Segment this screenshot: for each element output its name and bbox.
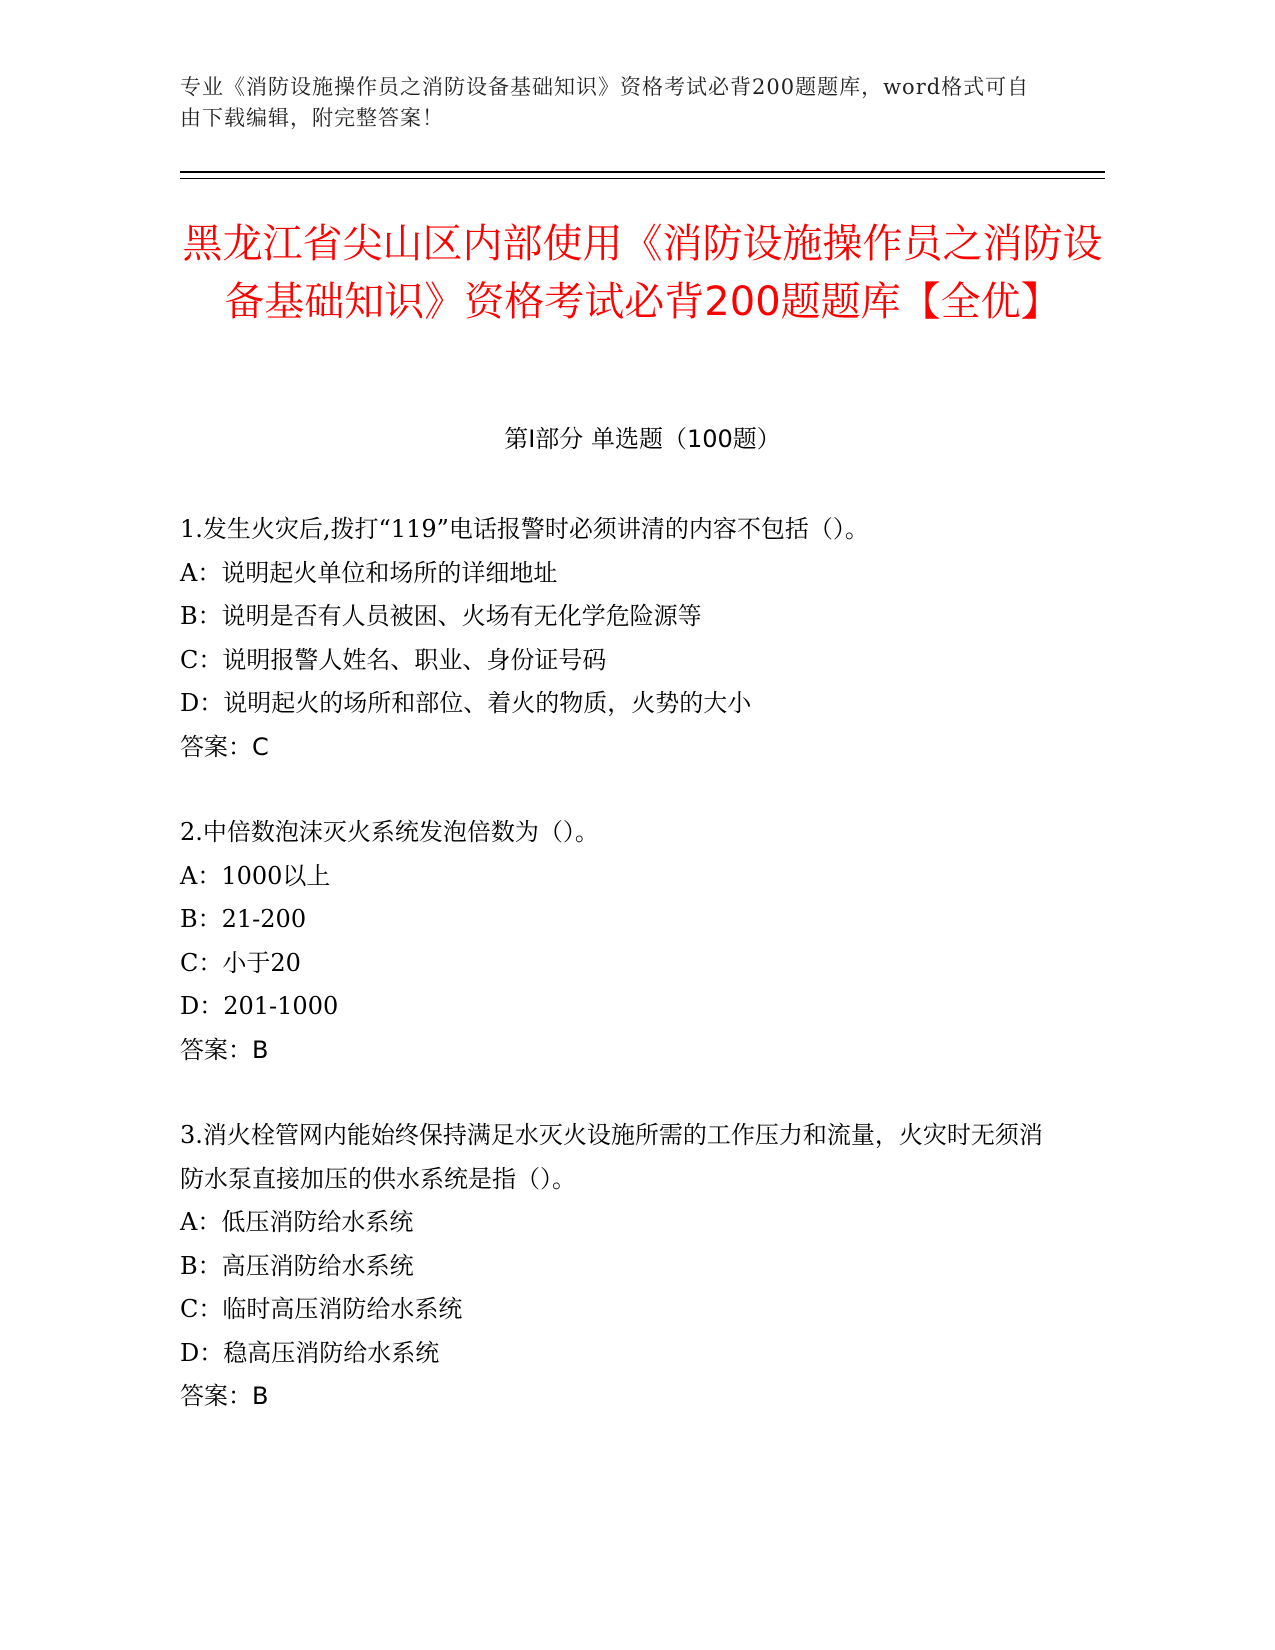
header-note: 专业《消防设施操作员之消防设备基础知识》资格考试必背200题题库，word格式可自由下载编辑，附完整答案！: [180, 75, 1030, 130]
header-divider-thin: [180, 178, 1105, 179]
answer: 答案：C: [180, 732, 269, 761]
question-2: [180, 811, 1060, 1072]
question-3: [180, 1114, 1060, 1419]
document-title: 黑龙江省尖山区内部使用《消防设施操作员之消防设备基础知识》资格考试必背200题题库【全优】: [182, 221, 1103, 325]
option-c: C：临时高压消防给水系统: [180, 1295, 463, 1323]
answer: 答案：B: [180, 1035, 269, 1064]
question-stem: 3.消火栓管网内能始终保持满足水灭火设施所需的工作压力和流量，火灾时无须消防水泵直接加压的供水系统是指（）。: [180, 1121, 1043, 1193]
answer: 答案：B: [180, 1382, 269, 1410]
option-c: C：说明报警人姓名、职业、身份证号码: [180, 645, 607, 674]
question-1: [180, 508, 1060, 769]
option-d: D：说明起火的场所和部位、着火的物质，火势的大小: [180, 689, 752, 717]
section-heading: 第I部分 单选题（100题）: [504, 425, 781, 453]
option-b: B：21-200: [180, 905, 307, 933]
option-a: A：说明起火单位和场所的详细地址: [180, 558, 558, 587]
option-b: B：高压消防给水系统: [180, 1251, 414, 1280]
question-list: [180, 508, 1060, 1461]
option-b: B：说明是否有人员被困、火场有无化学危险源等: [180, 602, 702, 630]
question-stem: 2.中倍数泡沫灭火系统发泡倍数为（）。: [180, 818, 599, 846]
question-stem: 1.发生火灾后,拨打“119”电话报警时必须讲清的内容不包括（）。: [180, 515, 869, 543]
option-d: D：201-1000: [180, 992, 339, 1020]
option-d: D：稳高压消防给水系统: [180, 1338, 440, 1367]
option-c: C：小于20: [180, 948, 301, 977]
option-a: A：低压消防给水系统: [180, 1208, 414, 1236]
header-divider-thick: [180, 171, 1105, 173]
option-a: A：1000以上: [180, 861, 331, 890]
